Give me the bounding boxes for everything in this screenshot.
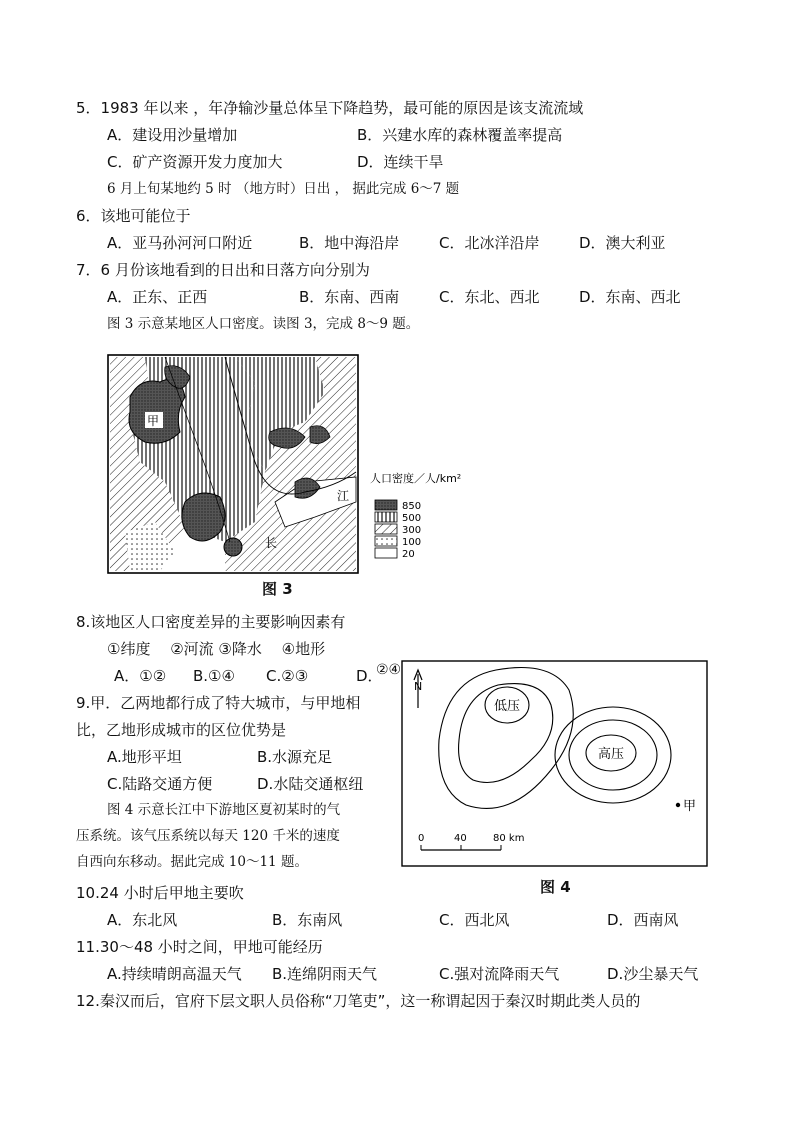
q9-option-b: B.水源充足 — [257, 748, 333, 766]
q5-option-a: A．建设用沙量增加 — [107, 126, 238, 144]
q8-option-a: A．①② — [114, 667, 167, 685]
q11-option-b: B.连绵阴雨天气 — [272, 965, 378, 983]
q9-option-a: A.地形平坦 — [107, 748, 182, 766]
q6-option-b: B．地中海沿岸 — [299, 234, 400, 252]
q8-option-d-value: ②④ — [376, 662, 402, 678]
q10-option-a: A．东北风 — [107, 911, 178, 929]
q5-option-b: B．兴建水库的森林覆盖率提高 — [357, 126, 563, 144]
legend-title: 人口密度／人/km² — [370, 472, 462, 485]
q10-stem: 10.24 小时后甲地主要吹 — [76, 884, 244, 902]
place-jia-marker — [676, 803, 680, 807]
q8-factors: ①纬度 ②河流 ③降水 ④地形 — [107, 640, 326, 658]
legend-value-20: 20 — [402, 549, 415, 560]
q11-option-d: D.沙尘暴天气 — [607, 965, 699, 983]
q8-stem: 8.该地区人口密度差异的主要影响因素有 — [76, 613, 346, 631]
intro-10-11-line2: 压系统。该气压系统以每天 120 千米的速度 — [76, 828, 340, 844]
dense-area-south — [182, 493, 225, 541]
intro-10-11-line3: 自西向东移动。据此完成 10～11 题。 — [76, 854, 308, 870]
q6-stem: 6．该地可能位于 — [76, 207, 191, 225]
intro-10-11-line1: 图 4 示意长江中下游地区夏初某时的气 — [107, 802, 341, 818]
q7-option-d: D．东南、西北 — [579, 288, 681, 306]
legend-swatch-300 — [375, 524, 397, 534]
label-chang: 长 — [265, 536, 278, 550]
low-pressure-label: 低压 — [494, 699, 521, 714]
q9-stem-line2: 比，乙地形成城市的区位优势是 — [76, 721, 287, 739]
legend-value-850: 850 — [402, 501, 422, 512]
q11-stem: 11.30～48 小时之间，甲地可能经历 — [76, 938, 323, 956]
q9-option-c: C.陆路交通方便 — [107, 775, 213, 793]
legend-value-500: 500 — [402, 513, 422, 524]
intro-8-9: 图 3 示意某地区人口密度。读图 3，完成 8～9 题。 — [107, 316, 420, 332]
q10-option-c: C．西北风 — [439, 911, 510, 929]
q10-option-b: B．东南风 — [272, 911, 343, 929]
high-pressure-label: 高压 — [598, 747, 625, 762]
legend-swatch-20 — [375, 548, 397, 558]
figure-4-caption: 图 4 — [540, 878, 571, 896]
label-jiang: 江 — [337, 489, 350, 503]
q8-option-c: C.②③ — [266, 667, 309, 685]
figure-3-population-map — [105, 352, 505, 582]
q7-option-c: C．东北、西北 — [439, 288, 540, 306]
place-jia-label: 甲 — [683, 799, 697, 814]
q11-option-c: C.强对流降雨天气 — [439, 965, 560, 983]
q8-option-d: D． — [356, 667, 383, 685]
legend-value-100: 100 — [402, 537, 422, 548]
figure-3-caption: 图 3 — [262, 580, 293, 598]
q5-option-d: D．连续干旱 — [357, 153, 444, 171]
legend-swatch-100 — [375, 536, 397, 546]
q9-option-d: D.水陆交通枢纽 — [257, 775, 364, 793]
q7-option-b: B．东南、西南 — [299, 288, 400, 306]
label-jia: 甲 — [147, 414, 160, 428]
q11-option-a: A.持续晴朗高温天气 — [107, 965, 242, 983]
q6-option-a: A．亚马孙河河口附近 — [107, 234, 253, 252]
q7-stem: 7．6 月份该地看到的日出和日落方向分别为 — [76, 261, 370, 279]
q6-option-d: D．澳大利亚 — [579, 234, 666, 252]
q9-stem-line1: 9.甲．乙两地都行成了特大城市，与甲地相 — [76, 694, 361, 712]
q5-option-c: C．矿产资源开发力度加大 — [107, 153, 283, 171]
q12-stem: 12.秦汉而后，官府下层文职人员俗称“刀笔吏”，这一称谓起因于秦汉时期此类人员的 — [76, 992, 641, 1010]
legend-value-300: 300 — [402, 525, 422, 536]
legend-swatch-850 — [375, 500, 397, 510]
intro-6-7: 6 月上旬某地约 5 时 （地方时）日出 ， 据此完成 6～7 题 — [107, 181, 460, 197]
q8-option-b: B.①④ — [193, 667, 235, 685]
q7-option-a: A．正东、正西 — [107, 288, 208, 306]
q6-option-c: C．北冰洋沿岸 — [439, 234, 540, 252]
scale-tick-40: 40 — [454, 833, 467, 844]
north-label: N — [414, 680, 423, 693]
q5-stem: 5．1983 年以来 ，年净输沙量总体呈下降趋势，最可能的原因是该支流流域 — [76, 99, 584, 117]
scale-tick-80: 80 km — [493, 833, 525, 844]
figure-4-pressure-map — [401, 660, 709, 868]
scale-tick-0: 0 — [418, 833, 425, 844]
q10-option-d: D．西南风 — [607, 911, 679, 929]
legend-swatch-500 — [375, 512, 397, 522]
